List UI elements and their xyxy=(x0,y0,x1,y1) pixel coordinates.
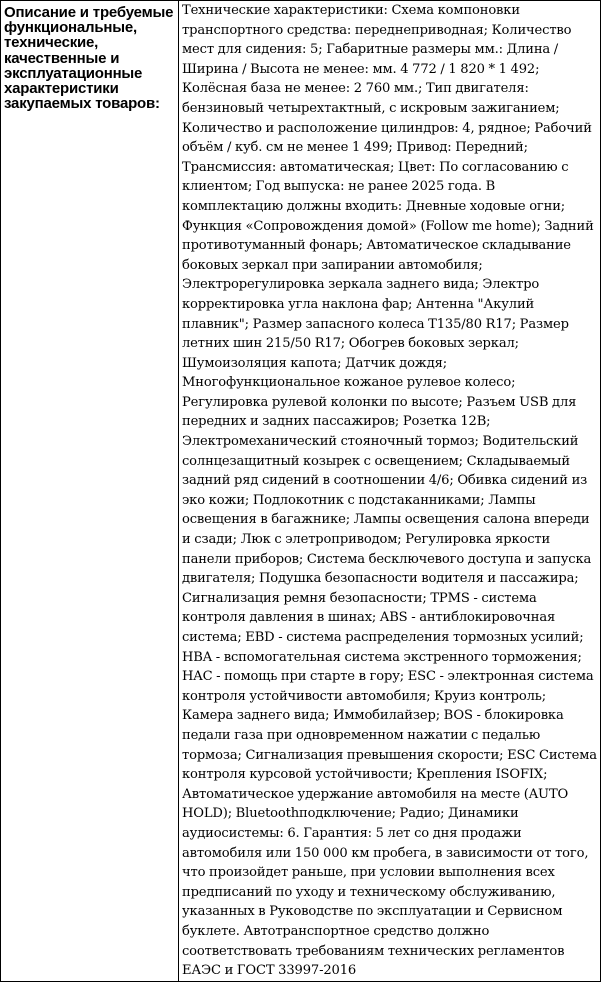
table-row xyxy=(1,1,601,982)
row-label: Описание и требуемые функциональные, технические, качественные и эксплуатационные характеристики закупаемых товаров: xyxy=(4,4,174,113)
label-cell xyxy=(1,1,179,982)
value-cell xyxy=(179,1,601,982)
row-value: Технические характеристики: Схема компоновки транспортного средства: переднеприводная; Количество мест для сидения: 5; Габаритные размеры мм.: Длина / Ширина / Высота не менее: мм. 4 772 / 1 820 * 1 492; Колёсная база не менее: 2 760 мм.; Тип двигателя: бензиновый четырехтактный, с искровым зажиганием; Количество и расположение цилиндров: 4, рядное; Рабочий объём / куб. см не менее 1 499; Привод: Передний; Трансмиссия: автоматическая; Цвет: По согласованию с клиентом; Год выпуска: не ранее 2025 года. В комплектацию должны входить: Дневные ходовые огни; Функция «Сопровождения домой» (Follow me home); Задний противотуманный фонарь; Автоматическое складывание боковых зеркал при запирании автомобиля; Электрорегулировка зеркала заднего вида; Электро корректировка угла наклона фар; Антенна "Акулий плавник"; Размер запасного колеса T135/80 R17; Размер летних шин 215/50 R17; Обогрев боковых зеркал; Шумоизоляция капота; Датчик дождя; Многофункциональное кожаное рулевое колесо; Регулировка рулевой колонки по высоте; Разъем USB для передних и задних пассажиров; Розетка 12В; Электромеханический стояночный тормоз; Водительский солнцезащитный козырек с освещением; Складываемый задний ряд сидений в соотношении 4/6; Обивка сидений из эко кожи; Подлокотник с подстаканниками; Лампы освещения в багажнике; Лампы освещения салона впереди и сзади; Люк с элетроприводом; Регулировка яркости панели приборов; Система бесключевого доступа и запуска двигателя; Подушка безопасности водителя и пассажира; Сигнализация ремня безопасности; TPMS - система контроля давления в шинах; ABS - антиблокировочная система; EBD - система распределения тормозных усилий; HBA - вспомогательная система экстренного торможения; HAC - помощь при старте в гору; ESC - электронная система контроля устойчивости автомобиля; Круиз контроль; Камера заднего вида; Иммобилайзер; BOS - блокировка педали газа при одновременном нажатии с педалью тормоза; Сигнализация превышения скорости; ESC Система контроля курсовой устойчивости; Крепления ISOFIX; Автоматическое удержание автомобиля на месте (AUTO HOLD); Bluetoothподключение; Радио; Динамики аудиосистемы: 6. Гарантия: 5 лет со дня продажи автомобиля или 150 000 км пробега, в зависимости от того, что произойдет раньше, при условии выполнения всех предписаний по уходу и техническому обслуживанию, указанных в Руководстве по эксплуатации и Сервисном буклете. Автотранспортное средство должно соответствовать требованиям технических регламентов ЕАЭС и ГОСТ 33997-2016 xyxy=(182,3,597,979)
